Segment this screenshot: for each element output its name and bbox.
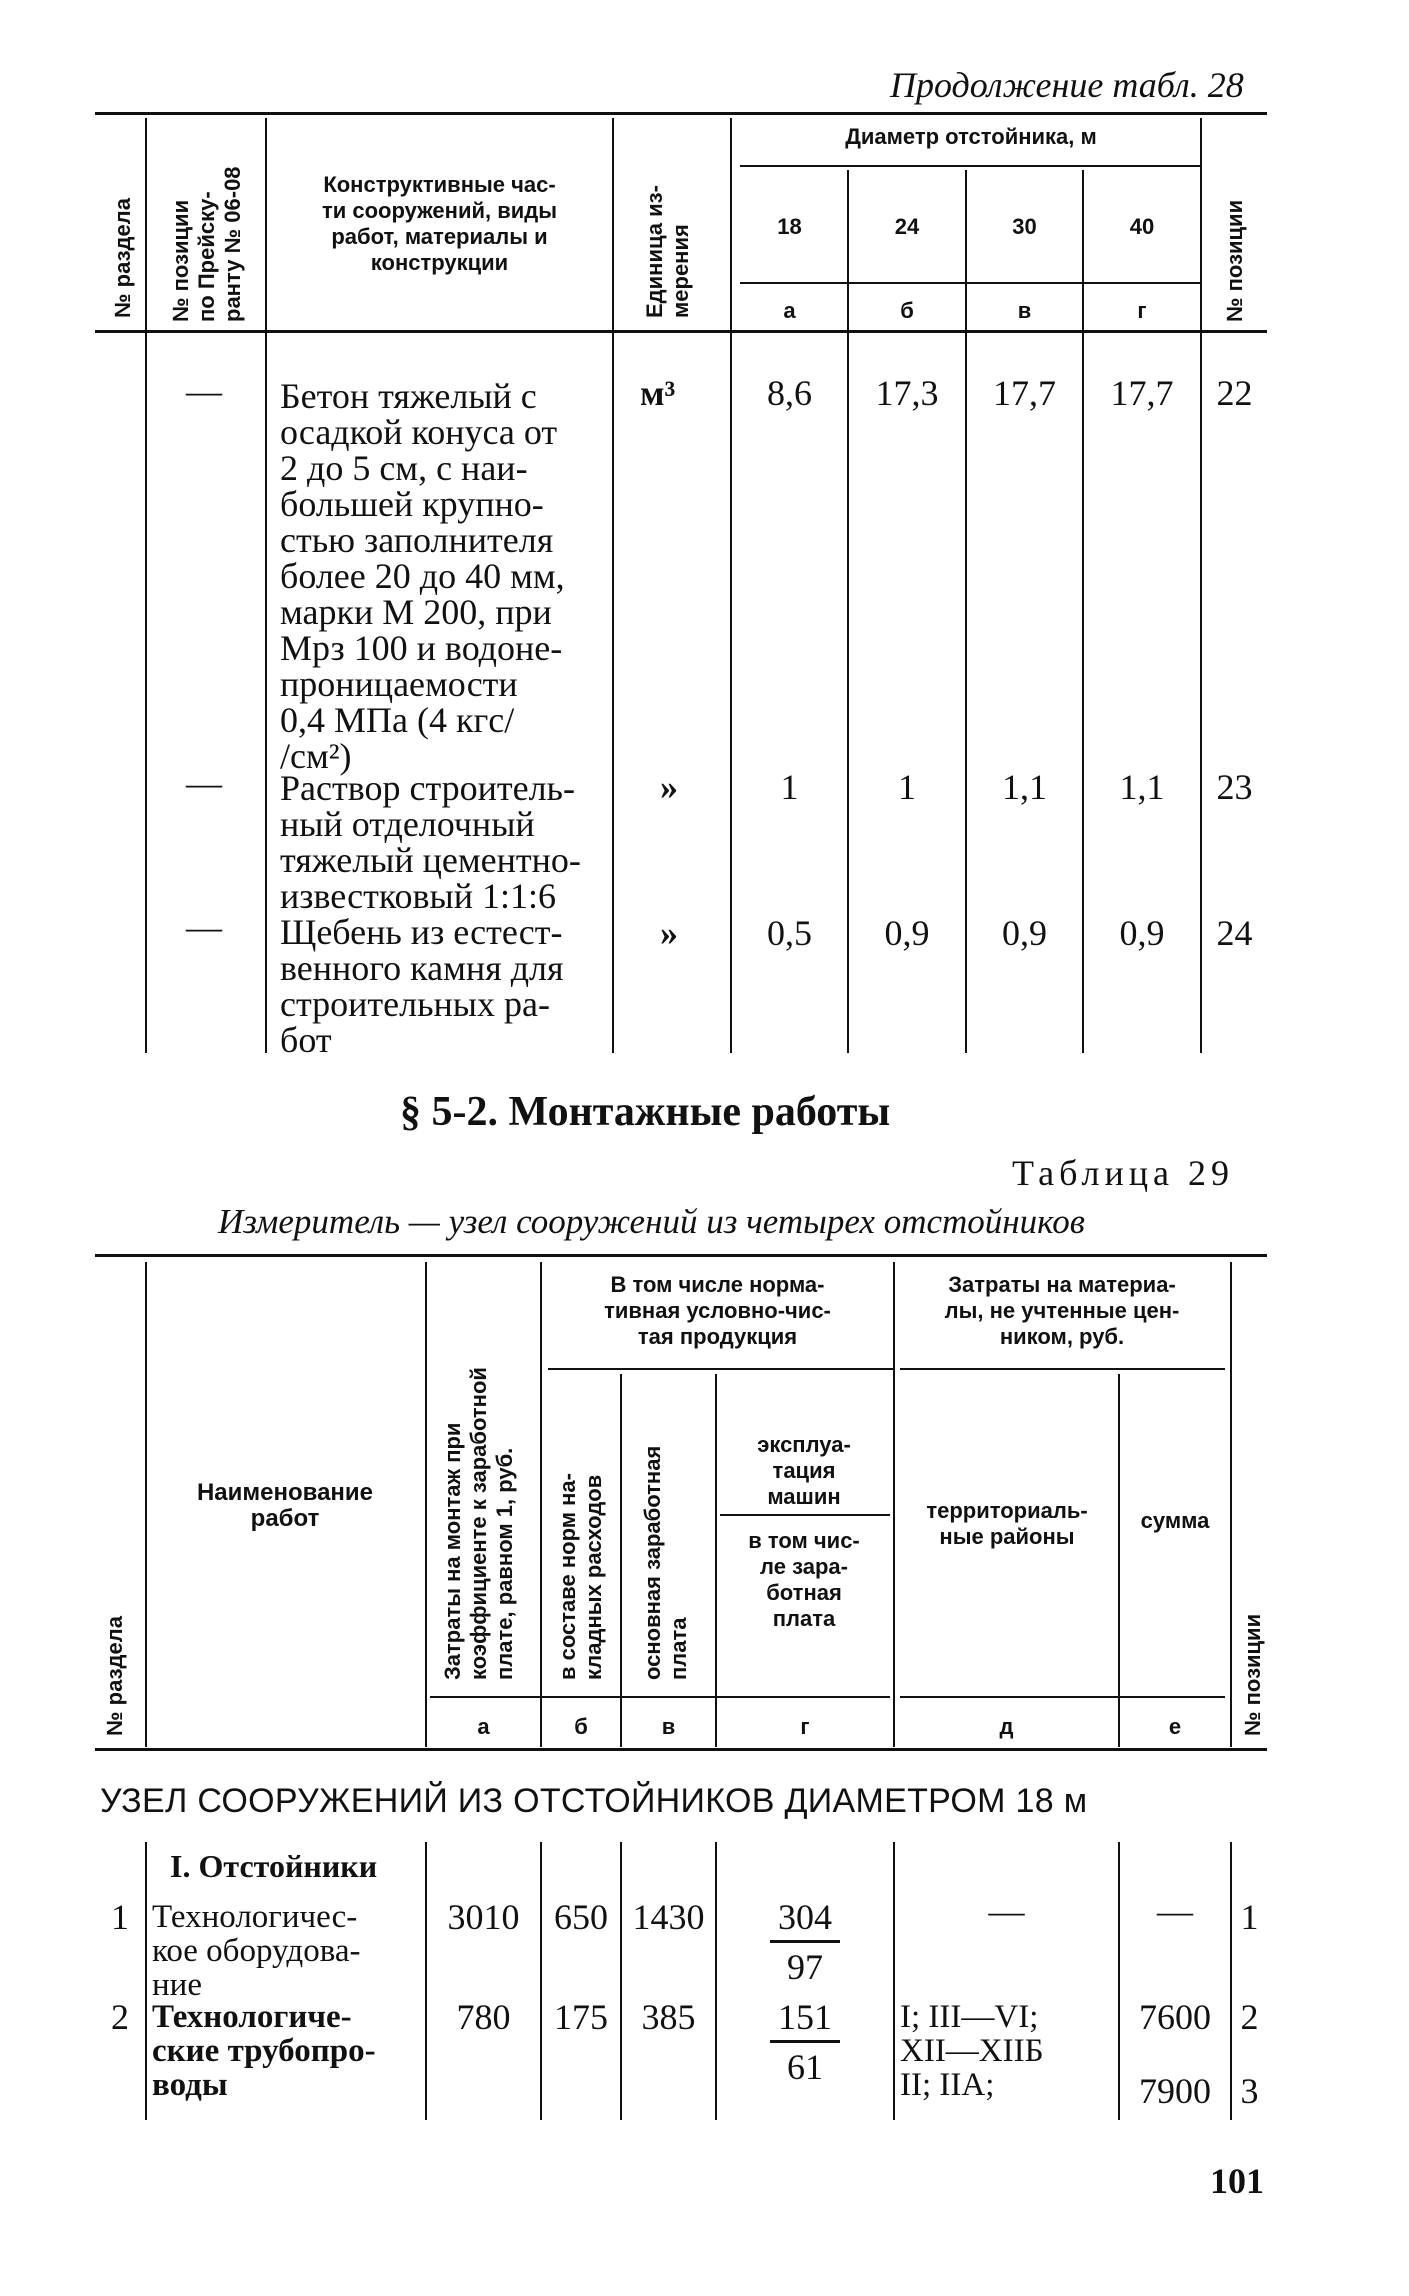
t28-pricelist-header: № позиции по Прейску- ранту № 06-08	[168, 166, 245, 322]
t28-diam-18: 18	[777, 214, 802, 239]
t28-section-header: № раздела	[110, 198, 135, 318]
t29-basic-wage-header: основная заработная плата	[640, 1445, 691, 1680]
table28-header-rule	[95, 330, 1267, 333]
t28-unit-header: Единица из- мерения	[642, 185, 693, 318]
table28-top-rule	[95, 112, 1267, 115]
t28-letter-v: в	[1017, 298, 1032, 323]
t29-name-header: Наименование работ	[196, 1479, 374, 1532]
t28-letter-g: г	[1137, 298, 1147, 323]
t28-letter-b: б	[900, 298, 914, 323]
t29-in-norms-header: в составе норм на- кладных расходов	[555, 1473, 606, 1680]
t28-position-header: № позиции	[1222, 199, 1247, 322]
table29-header-rule	[95, 1748, 1267, 1751]
table29-label: Таблица 29	[1012, 1153, 1234, 1193]
t28-diam-24: 24	[894, 214, 920, 239]
page-number: 101	[1210, 2161, 1264, 2201]
section-title: § 5-2. Монтажные работы	[400, 1089, 891, 1135]
t28-parts-header: Конструктивные час- ти сооружений, виды работ, материалы и конструкции	[321, 172, 558, 275]
t28-diam-40: 40	[1129, 214, 1155, 239]
subgroup-title: I. Отстойники	[170, 1848, 378, 1884]
t28-diam-30: 30	[1012, 214, 1037, 239]
t29-sum-header: сумма	[1140, 1508, 1210, 1533]
table29-measure: Измеритель — узел сооружений из четырех отстойников	[218, 1202, 1085, 1241]
group-title: УЗЕЛ СООРУЖЕНИЙ ИЗ ОТСТОЙНИКОВ ДИАМЕТРОМ 18 м	[100, 1782, 1088, 1820]
continuation-label: Продолжение табл. 28	[890, 65, 1244, 105]
t29-including-header: В том числе норма- тивная условно-чис- тая продукция	[604, 1272, 831, 1349]
t29-costs-header: Затраты на монтаж при коэффициенте к заработной плате, равном 1, руб.	[440, 1367, 517, 1680]
t28-diameter-header: Диаметр отстойника, м	[845, 124, 1097, 149]
t29-incl-wage-header: в том чис- ле зара- ботная плата	[748, 1528, 860, 1631]
t28-letter-a: а	[783, 298, 796, 323]
t29-machines-header: эксплуа- тация машин	[757, 1432, 851, 1509]
t29-materials-header: Затраты на материа- лы, не учтенные цен- ником, руб.	[944, 1272, 1180, 1349]
table29-top-rule	[95, 1254, 1267, 1257]
t29-position-header: № позиции	[1240, 1613, 1265, 1736]
t29-territorial-header: территориаль- ные районы	[926, 1498, 1088, 1549]
t29-section-header: № раздела	[102, 1616, 127, 1736]
